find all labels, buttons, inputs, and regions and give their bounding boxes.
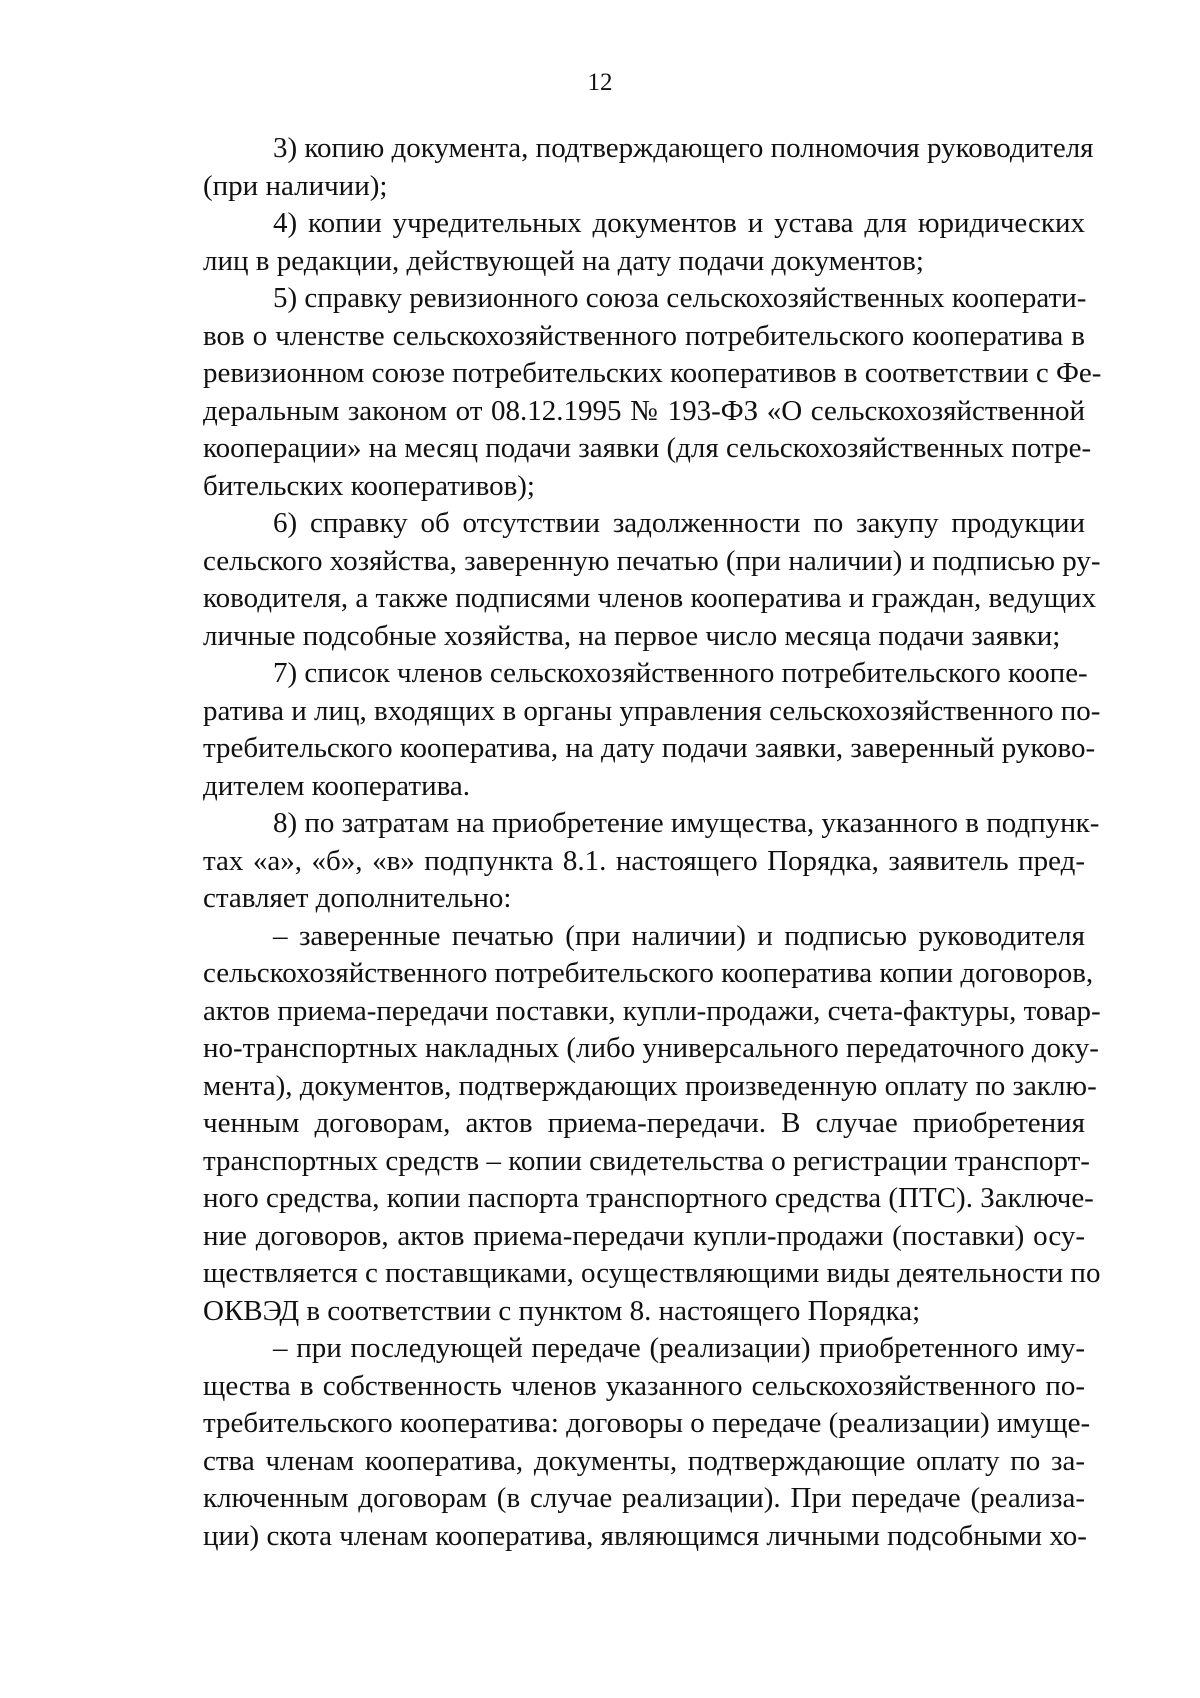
text-line: деральным законом от 08.12.1995 № 193-ФЗ «О сельскохозяйственной xyxy=(203,394,1085,427)
page-number: 12 xyxy=(587,69,613,96)
paragraph xyxy=(203,655,1101,805)
paragraph xyxy=(203,205,1085,280)
text-line: лиц в редакции, действующей на дату подачи документов; xyxy=(203,244,924,277)
text-line: ченным договорам, актов приема-передачи. В случае приобретения xyxy=(203,1107,1085,1139)
document-body xyxy=(203,130,1102,1555)
paragraph xyxy=(203,505,1101,655)
text-line: ревизионном союзе потребительских кооперативов в соответствии с Фе- xyxy=(203,357,1102,389)
paragraph xyxy=(203,805,1100,918)
text-line: сельскохозяйственного потребительского кооператива копии договоров, xyxy=(203,957,1094,989)
text-line: мента), документов, подтверждающих произведенную оплату по заклю- xyxy=(203,1069,1097,1102)
text-line: – при последующей передаче (реализации) приобретенного иму- xyxy=(273,1332,1085,1364)
text-line: – заверенные печатью (при наличии) и подписью руководителя xyxy=(273,919,1085,952)
text-line: но-транспортных накладных (либо универсального передаточного доку- xyxy=(203,1032,1099,1064)
text-line: 7) список членов сельскохозяйственного потребительского коопе- xyxy=(273,657,1088,689)
text-line: щества в собственность членов указанного сельскохозяйственного по- xyxy=(203,1369,1085,1402)
text-line: актов приема-передачи поставки, купли-продажи, счета-фактуры, товар- xyxy=(203,994,1101,1027)
paragraph xyxy=(203,280,1102,505)
text-line: транспортных средств – копии свидетельства о регистрации транспорт- xyxy=(203,1144,1090,1177)
text-line: кооперации» на месяц подачи заявки (для сельскохозяйственных потре- xyxy=(203,432,1092,464)
text-line: 5) справку ревизионного союза сельскохозяйственных кооперати- xyxy=(273,282,1087,314)
text-line: требительского кооператива, на дату подачи заявки, заверенный руково- xyxy=(203,732,1096,764)
text-line: ного средства, копии паспорта транспортного средства (ПТС). Заключе- xyxy=(203,1182,1094,1214)
text-line: 8) по затратам на приобретение имущества, указанного в подпунк- xyxy=(273,807,1100,839)
text-line: требительского кооператива: договоры о передаче (реализации) имуще- xyxy=(203,1407,1091,1439)
text-line: бительских кооперативов); xyxy=(203,469,535,502)
paragraph xyxy=(203,918,1101,1331)
text-line: ководителя, а также подписями членов кооператива и граждан, ведущих xyxy=(203,582,1097,614)
text-line: (при наличии); xyxy=(203,169,388,202)
text-line: ществляется с поставщиками, осуществляющими виды деятельности по xyxy=(203,1257,1101,1289)
paragraph xyxy=(203,1330,1091,1555)
text-line: сельского хозяйства, заверенную печатью (при наличии) и подписью ру- xyxy=(203,544,1101,577)
text-line: ставляет дополнительно: xyxy=(203,882,512,914)
text-line: ОКВЭД в соответствии с пунктом 8. настоящего Порядка; xyxy=(203,1294,921,1327)
text-line: дителем кооператива. xyxy=(203,769,471,802)
text-line: 6) справку об отсутствии задолженности по закупу продукции xyxy=(273,507,1085,539)
text-line: 3) копию документа, подтверждающего полномочия руководителя xyxy=(273,132,1094,164)
text-line: ключенным договорам (в случае реализации). При передаче (реализа- xyxy=(203,1482,1085,1514)
text-line: ства членам кооператива, документы, подтверждающие оплату по за- xyxy=(203,1444,1085,1477)
text-line: ние договоров, актов приема-передачи купли-продажи (поставки) осу- xyxy=(203,1219,1085,1252)
paragraph xyxy=(203,130,1094,205)
text-line: ратива и лиц, входящих в органы управления сельскохозяйственного по- xyxy=(203,694,1101,727)
text-line: тах «а», «б», «в» подпункта 8.1. настоящего Порядка, заявитель пред- xyxy=(203,844,1085,877)
text-line: 4) копии учредительных документов и устава для юридических xyxy=(273,207,1085,239)
text-line: ции) скота членам кооператива, являющимся личными подсобными хо- xyxy=(203,1519,1087,1552)
text-line: вов о членстве сельскохозяйственного потребительского кооператива в xyxy=(203,319,1085,352)
text-line: личные подсобные хозяйства, на первое число месяца подачи заявки; xyxy=(203,619,1061,652)
